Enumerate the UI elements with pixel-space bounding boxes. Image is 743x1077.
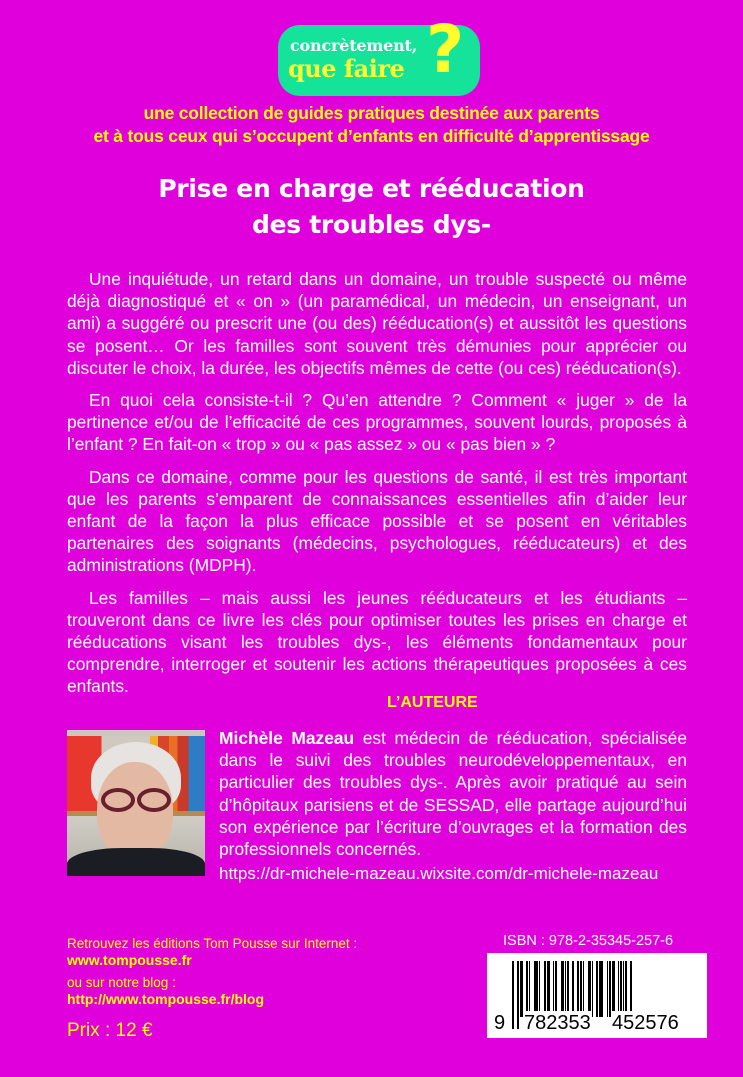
author-name: Michèle Mazeau [219,728,355,748]
title-line-1: Prise en charge et rééducation [158,174,585,203]
question-mark-icon: ? [426,11,465,88]
tagline-line-1: une collection de guides pratiques destinée aux parents [143,103,600,123]
blurb [67,268,687,708]
blurb-paragraph: Les familles – mais aussi les jeunes rééducateurs et les étudiants – trouveront dans ce livre les clés pour optimiser toutes les prises en charge et rééducations visant les troubles dys-, les éléments fondamentaux pour comprendre, interroger et soutenir les actions thérapeutiques proposées à ces enfants. [67,587,687,697]
web-intro: Retrouvez les éditions Tom Pousse sur Internet : [67,936,358,951]
website-link[interactable]: www.tompousse.fr [67,952,192,968]
author-bio [219,727,687,860]
blog-link[interactable]: http://www.tompousse.fr/blog [67,991,265,1007]
glasses-icon [95,788,179,814]
author-clothing [67,848,205,876]
blurb-paragraph: Une inquiétude, un retard dans un domaine, un trouble suspecté ou même déjà diagnostiqué et « on » (un paramédical, un médecin, un enseignant, un ami) a suggéré ou prescrit une (ou des) rééducation(s) et aussitôt les questions se posent… Or les familles sont souvent très démunies pour apprécier ou discuter le choix, la durée, les objectifs mêmes de cette (ou ces) rééducation(s). [67,269,687,378]
barcode-digits [493,1011,703,1035]
book-title [0,171,743,243]
price: Prix : 12 € [67,1020,153,1041]
author-photo [67,730,205,876]
logo-line-2: que faire [288,54,405,83]
author-website-link[interactable]: https://dr-michele-mazeau.wixsite.com/dr-michele-mazeau [219,864,659,883]
tagline-line-2: et à tous ceux qui s’occupent d’enfants en difficulté d’apprentissage [93,126,650,146]
barcode-digits-right: 452576 [612,1012,679,1034]
blurb-paragraph: Dans ce domaine, comme pour les questions de santé, il est très important que les parents s’emparent de connaissances essentielles afin d’aider leur enfant de la façon la plus efficace possible et se posent en véritables partenaires des soignants (médecins, psychologues, rééducateurs) et des administrations (MDPH). [67,466,687,576]
blurb-paragraph: En quoi cela consiste-t-il ? Qu’en attendre ? Comment « juger » de la pertinence et/ou de l’efficacité de ces programmes, souvent lourds, proposés à l’enfant ? En fait-on « trop » ou « pas assez » ou « pas bien » ? [67,390,687,455]
author-heading: L’AUTEURE [387,694,478,711]
logo-line-1: concrètement, [290,36,418,55]
author-bio-text: est médecin de rééducation, spécialisée dans le suivi des troubles neurodéveloppementaux, en particulier des troubles dys-. Après avoir pratiqué au sein d’hôpitaux parisiens et de SESSAD, elle partage aujourd’hui son expérience par l’écriture d’ouvrages et la formation des professionnels concernés. [219,728,687,860]
barcode [487,953,707,1038]
collection-logo [278,11,480,96]
blog-intro: ou sur notre blog : [67,975,176,990]
publisher-links [67,935,357,1008]
title-line-2: des troubles dys- [251,210,492,239]
isbn-label: ISBN : 978-2-35345-257-6 [503,933,674,949]
collection-tagline [0,102,743,148]
barcode-digits-left: 782353 [524,1012,591,1034]
barcode-digit-first: 9 [494,1012,506,1034]
